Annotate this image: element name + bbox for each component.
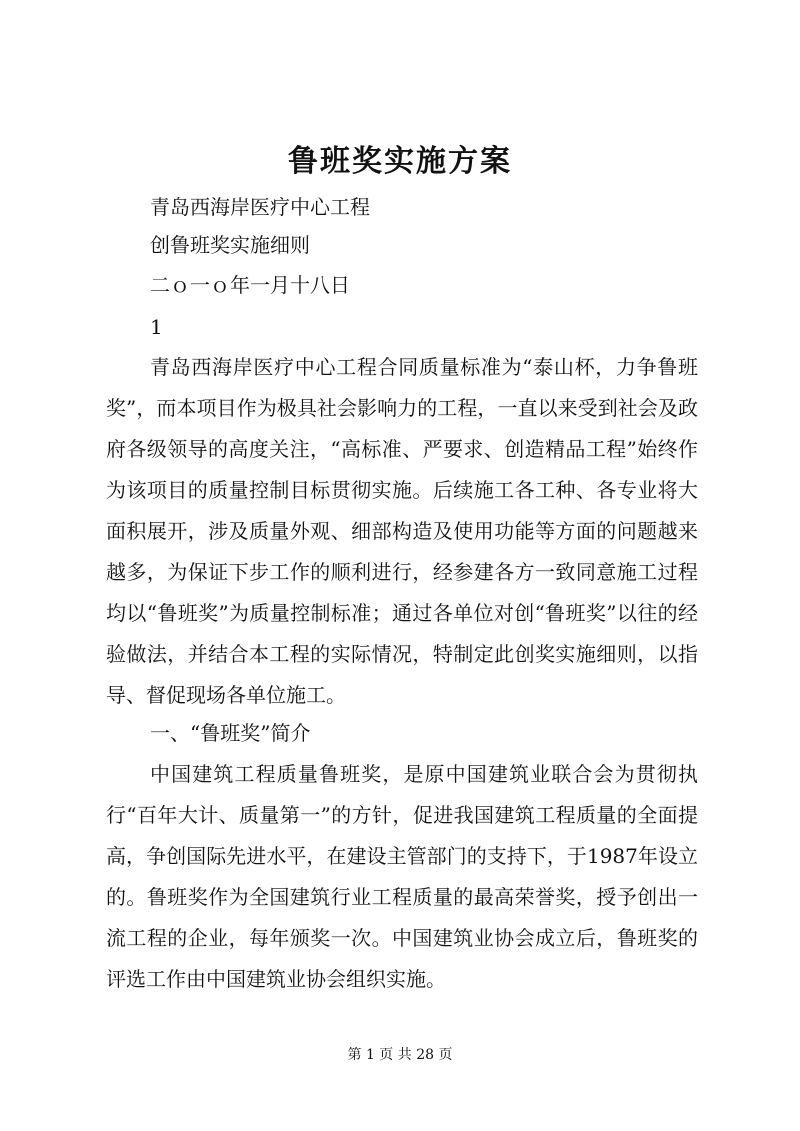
page-indicator: 第 1 页 共 28 页 bbox=[347, 1047, 453, 1063]
project-name-line: 青岛西海岸医疗中心工程 bbox=[150, 195, 370, 219]
subtitle-line: 创鲁班奖实施细则 bbox=[150, 233, 310, 257]
date-line: 二ｏ一ｏ年一月十八日 bbox=[150, 273, 350, 297]
intro-paragraph: 青岛西海岸医疗中心工程合同质量标准为“泰山杯，力争鲁班奖”，而本项目作为极具社会影响力的工程，一直以来受到社会及政府各级领导的高度关注，“高标准、严要求、创造精品工程”始终作为该项目的质量控制目标贯彻实施。后续施工各工种、各专业将大面积展开，涉及质量外观、细部构造及使用功能等方面的问题越来越多，为保证下步工作的顺利进行，经参建各方一致同意施工过程均以“鲁班奖”为质量控制标准；通过各单位对创“鲁班奖”以往的经验做法，并结合本工程的实际情况，特制定此创奖实施细则，以指导、督促现场各单位施工。 bbox=[106, 355, 698, 707]
luban-intro-paragraph: 中国建筑工程质量鲁班奖，是原中国建筑业联合会为贯彻执行“百年大计、质量第一”的方针，促进我国建筑工程质量的全面提高，争创国际先进水平，在建设主管部门的支持下，于1987年设立的。鲁班奖作为全国建筑行业工程质量的最高荣誉奖，授予创出一流工程的企业，每年颁奖一次。中国建筑业协会成立后，鲁班奖的评选工作由中国建筑业协会组织实施。 bbox=[106, 762, 698, 991]
section-number: 1 bbox=[150, 315, 163, 339]
section-heading: 一、“鲁班奖”简介 bbox=[150, 721, 311, 745]
document-title: 鲁班奖实施方案 bbox=[288, 144, 512, 179]
